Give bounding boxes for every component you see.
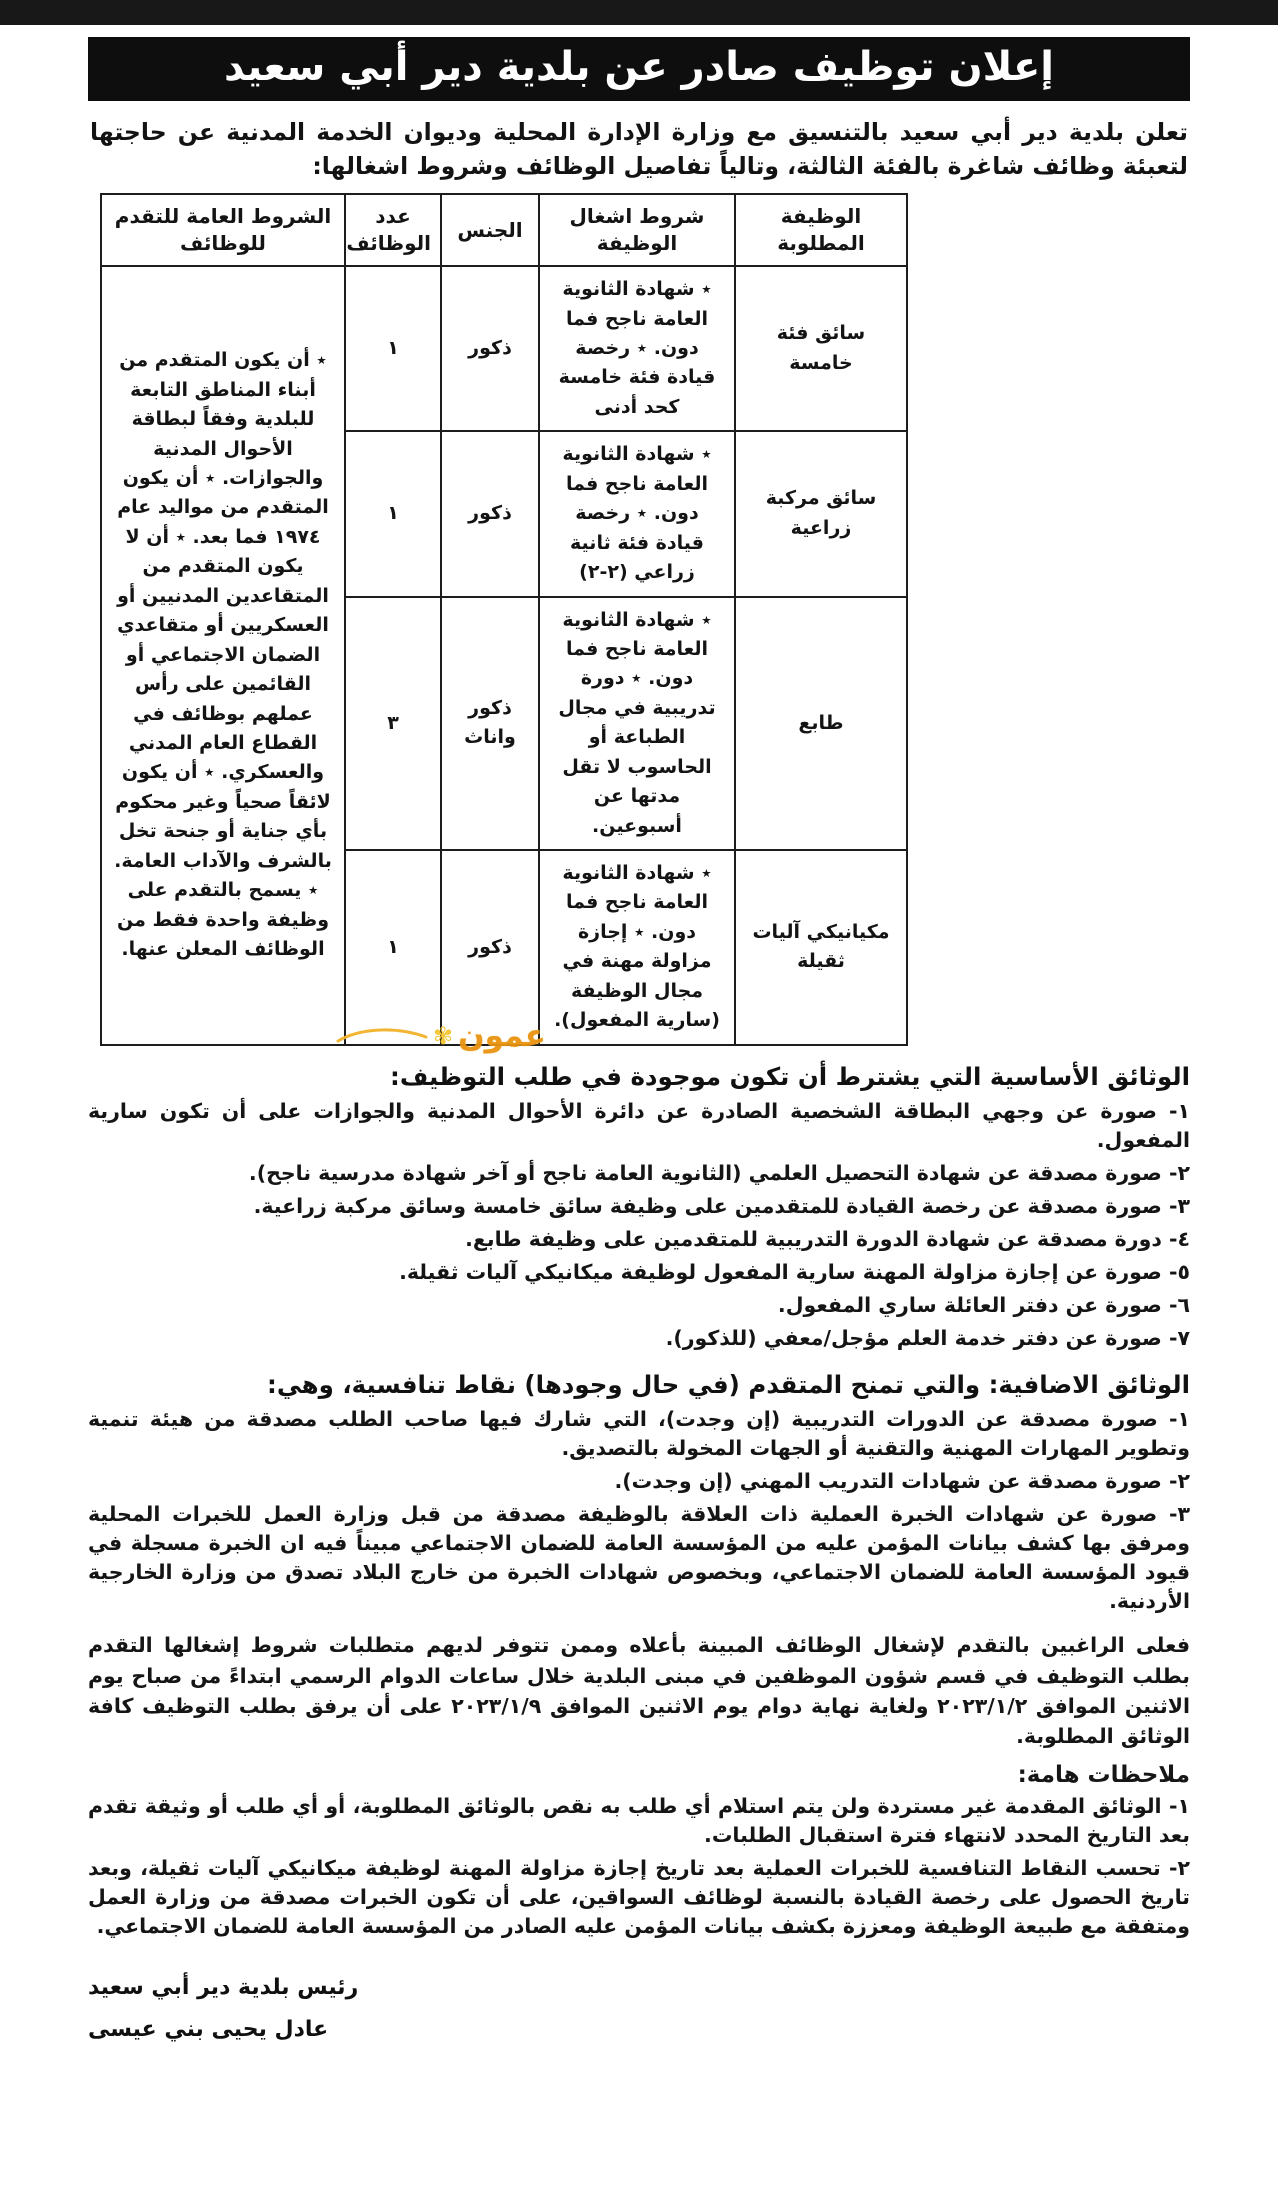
job-count-cell: ١ (345, 431, 441, 596)
list-item: ٦- صورة عن دفتر العائلة ساري المفعول. (777, 1293, 1190, 1318)
job-title-cell: سائق فئة خامسة (735, 266, 907, 431)
header-count: عدد الوظائف (345, 194, 441, 266)
signature-block (88, 1967, 1190, 2051)
list-item: ٢- صورة مصدقة عن شهادة التحصيل العلمي (الثانوية العامة ناجح أو آخر شهادة مدرسية ناجح). (248, 1160, 1190, 1185)
list-item: ١- الوثائق المقدمة غير مستردة ولن يتم استلام أي طلب به نقص بالوثائق المطلوبة، أو أي طلب أو وثيقة تقدم بعد التاريخ المحدد لانتهاء فترة استقبال الطلبات. (88, 1793, 1190, 1847)
list-item: ١- صورة مصدقة عن الدورات التدريبية (إن وجدت)، التي شارك فيها صاحب الطلب مصدقة من هيئة تنمية وتطوير المهارات المهنية والتقنية أو الجهات المخولة بالتصديق. (88, 1406, 1190, 1460)
job-conditions-cell: ٭ شهادة الثانوية العامة ناجح فما دون. ٭ إجازة مزاولة مهنة في مجال الوظيفة (سارية المفعول). (539, 850, 735, 1045)
application-instructions: فعلى الراغبين بالتقدم لإشغال الوظائف المبينة بأعلاه وممن تتوفر لديهم متطلبات شروط إشغالها التقدم بطلب التوظيف في قسم شؤون الموظفين في مبنى البلدية خلال ساعات الدوام الرسمي ابتداءً من صباح يوم الاثنين الموافق ٢٠٢٣/١/٢ ولغاية نهاية دوام يوم الاثنين الموافق ٢٠٢٣/١/٩ على أن يرفق بطلب التوظيف كافة الوثائق المطلوبة. (88, 1633, 1190, 1749)
job-conditions-cell: ٭ شهادة الثانوية العامة ناجح فما دون. ٭ رخصة قيادة فئة ثانية زراعي (٢-٢) (539, 431, 735, 596)
flower-icon: ✾ (433, 1021, 454, 1050)
header-general-conditions: الشروط العامة للتقدم للوظائف (101, 194, 345, 266)
header-conditions: شروط اشغال الوظيفة (539, 194, 735, 266)
list-item: ٤- دورة مصدقة عن شهادة الدورة التدريبية للمتقدمين على وظيفة طابع. (465, 1227, 1190, 1252)
list-item: ٢- تحسب النقاط التنافسية للخبرات العملية بعد تاريخ إجازة مزاولة المهنة لوظيفة ميكانيكي آليات ثقيلة، وبعد تاريخ الحصول على رخصة القيادة بالنسبة لوظائف السواقين، على أن تكون الخبرات مصدقة من وزارة العمل ومتفقة مع طبيعة الوظيفة ومعززة بكشف بيانات المؤمن عليه الصادر من المؤسسة العامة للضمان الاجتماعي. (88, 1855, 1190, 1939)
header-gender: الجنس (441, 194, 539, 266)
page-top-strip (0, 0, 1278, 25)
job-count-cell: ٣ (345, 597, 441, 851)
header-job: الوظيفة المطلوبة (735, 194, 907, 266)
vacancies-table (100, 193, 908, 1050)
table-header-row (101, 194, 907, 266)
job-conditions-cell: ٭ شهادة الثانوية العامة ناجح فما دون. ٭ رخصة قيادة فئة خامسة كحد أدنى (539, 266, 735, 431)
intro-paragraph: تعلن بلدية دير أبي سعيد بالتنسيق مع وزارة الإدارة المحلية وديوان الخدمة المدنية عن حاجتها لتعبئة وظائف شاغرة بالفئة الثالثة، وتالياً تفاصيل الوظائف وشروط اشغالها: (90, 118, 1188, 181)
list-item: ٣- صورة عن شهادات الخبرة العملية ذات العلاقة بالوظيفة مصدقة من قبل وزارة العمل للخبرات المحلية ومرفق بها كشف بيانات المؤمن عليه من المؤسسة العامة للضمان الاجتماعي مبيناً فيه ان الخبرة مسجلة في قيود المؤسسة العامة للضمان الاجتماعي، وبخصوص شهادات الخبرة من خارج البلاد تصدق من وزارة الخارجية الأردنية. (88, 1501, 1190, 1614)
general-conditions-cell: ٭ أن يكون المتقدم من أبناء المناطق التابعة للبلدية وفقاً لبطاقة الأحوال المدنية والجوازات. ٭ أن يكون المتقدم من مواليد عام ١٩٧٤ فما بعد. ٭ أن لا يكون المتقدم من المتقاعدين المدنيين أو العسكريين أو متقاعدي الضمان الاجتماعي أو القائمين على رأس عملهم بوظائف في القطاع العام المدني والعسكري. ٭ أن يكون لائقاً صحياً وغير محكوم بأي جناية أو جنحة تخل بالشرف والآداب العامة. ٭ يسمح بالتقدم على وظيفة واحدة فقط من الوظائف المعلن عنها. (101, 266, 345, 1045)
table-row (101, 266, 907, 431)
job-title-cell: طابع (735, 597, 907, 851)
extra-documents-section (88, 1370, 1190, 1617)
job-gender-cell: ذكور (441, 266, 539, 431)
job-count-cell: ١ (345, 266, 441, 431)
list-item: ٥- صورة عن إجازة مزاولة المهنة سارية المفعول لوظيفة ميكانيكي آليات ثقيلة. (399, 1260, 1190, 1285)
job-gender-cell: ذكور (441, 850, 539, 1045)
list-item: ٢- صورة مصدقة عن شهادات التدريب المهني (إن وجدت). (614, 1468, 1190, 1493)
basic-documents-heading: الوثائق الأساسية التي يشترط أن تكون موجودة في طلب التوظيف: (390, 1061, 1190, 1091)
list-item: ٧- صورة عن دفتر خدمة العلم مؤجل/معفي (للذكور). (665, 1326, 1190, 1351)
job-conditions-cell: ٭ شهادة الثانوية العامة ناجح فما دون. ٭ دورة تدريبية في مجال الطباعة أو الحاسوب لا تقل مدتها عن أسبوعين. (539, 597, 735, 851)
ad-title: إعلان توظيف صادر عن بلدية دير أبي سعيد (223, 44, 1055, 90)
notes-section (88, 1762, 1190, 1942)
ad-content (88, 37, 1190, 2051)
signer-name: عادل يحيى بني عيسى (88, 2016, 329, 2042)
job-count-cell: ١ (345, 850, 441, 1045)
ad-title-banner (88, 37, 1190, 101)
job-title-cell: مكيانيكي آليات ثقيلة (735, 850, 907, 1045)
extra-documents-heading: الوثائق الاضافية: والتي تمنح المتقدم (في حال وجودها) نقاط تنافسية، وهي: (267, 1369, 1190, 1399)
job-gender-cell: ذكور (441, 431, 539, 596)
list-item: ٣- صورة مصدقة عن رخصة القيادة للمتقدمين على وظيفة سائق خامسة وسائق مركبة زراعية. (253, 1193, 1190, 1218)
watermark-text: عمون (458, 1017, 546, 1054)
job-gender-cell: ذكور واناث (441, 597, 539, 851)
list-item: ١- صورة عن وجهي البطاقة الشخصية الصادرة عن دائرة الأحوال المدنية والجوازات على أن تكون سارية المفعول. (88, 1098, 1190, 1152)
notes-heading: ملاحظات هامة: (1017, 1761, 1190, 1788)
job-title-cell: سائق مركبة زراعية (735, 431, 907, 596)
signer-title: رئيس بلدية دير أبي سعيد (88, 1975, 359, 2001)
basic-documents-section (88, 1017, 1190, 1354)
